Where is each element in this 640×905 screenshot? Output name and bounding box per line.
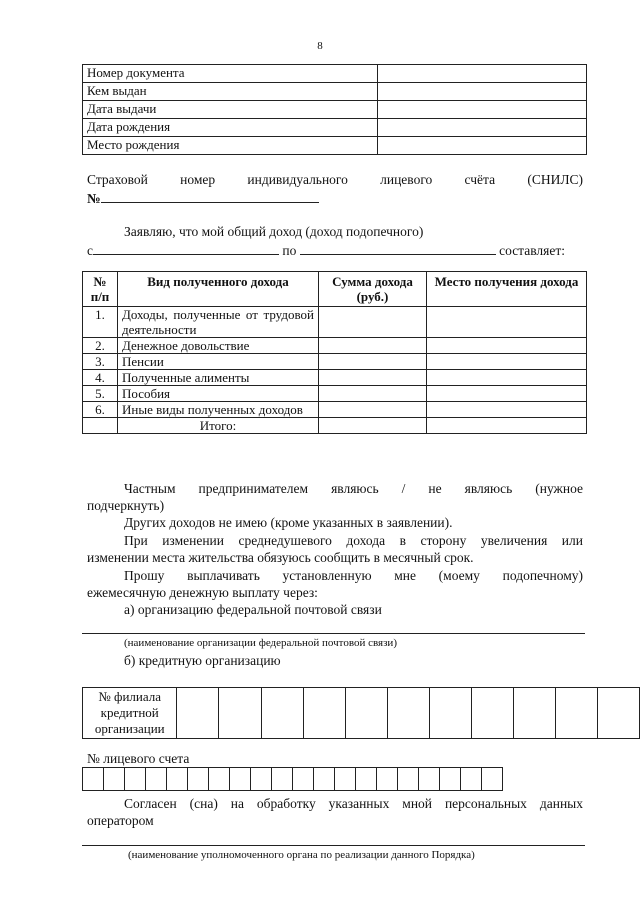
option-credit: б) кредитную организацию xyxy=(124,653,281,668)
income-row xyxy=(83,338,587,354)
identity-value-cell[interactable] xyxy=(378,101,587,119)
notify-statement-cont: изменении места жительства обязуюсь сообщить в месячный срок. xyxy=(87,550,474,565)
header-sum: Сумма дохода (руб.) xyxy=(319,272,427,307)
identity-table xyxy=(82,64,587,155)
row-kind: Иные виды полученных доходов xyxy=(118,402,319,418)
notify-statement: При изменении среднедушевого дохода в сторону увеличения или xyxy=(124,533,583,548)
branch-digit-cell[interactable] xyxy=(219,688,261,739)
row-sum-cell[interactable] xyxy=(319,370,427,386)
identity-row-issue-date xyxy=(83,101,587,119)
row-place-cell[interactable] xyxy=(427,386,587,402)
account-digit-cell[interactable] xyxy=(293,768,314,791)
row-num: 6. xyxy=(83,402,118,418)
account-digit-cell[interactable] xyxy=(440,768,461,791)
account-digit-cell[interactable] xyxy=(125,768,146,791)
row-num: 1. xyxy=(83,307,118,338)
snils-word: (СНИЛС) xyxy=(527,172,583,187)
identity-label: Кем выдан xyxy=(83,83,378,101)
branch-digit-cell[interactable] xyxy=(345,688,387,739)
branch-digit-cell[interactable] xyxy=(513,688,555,739)
row-sum-cell[interactable] xyxy=(319,307,427,338)
row-num: 2. xyxy=(83,338,118,354)
identity-label: Место рождения xyxy=(83,137,378,155)
row-kind: Денежное довольствие xyxy=(118,338,319,354)
page-number: 8 xyxy=(317,40,323,52)
identity-label: Дата выдачи xyxy=(83,101,378,119)
row-sum-cell[interactable] xyxy=(319,338,427,354)
row-place-cell[interactable] xyxy=(427,402,587,418)
option-postal: а) организацию федеральной почтовой связи xyxy=(124,602,382,617)
account-digit-cell[interactable] xyxy=(482,768,503,791)
identity-row-document-number xyxy=(83,65,587,83)
row-kind: Полученные алименты xyxy=(118,370,319,386)
row-kind: Доходы, полученные от трудовой деятельности xyxy=(118,307,319,338)
period-from-input[interactable] xyxy=(93,241,279,255)
row-num: 5. xyxy=(83,386,118,402)
row-sum-cell[interactable] xyxy=(319,402,427,418)
branch-digit-cell[interactable] xyxy=(387,688,429,739)
consent-statement: Согласен (сна) на обработку указанных мной персональных данных xyxy=(124,796,583,811)
period-to-input[interactable] xyxy=(300,241,496,255)
snils-number-field xyxy=(87,189,319,207)
snils-word: номер xyxy=(180,172,216,187)
consent-statement-cont: оператором xyxy=(87,813,154,828)
snils-number-input[interactable] xyxy=(101,189,319,203)
account-digit-cell[interactable] xyxy=(356,768,377,791)
snils-heading xyxy=(87,172,583,188)
income-period xyxy=(87,241,583,259)
postal-org-input[interactable] xyxy=(82,633,585,634)
bank-branch-table xyxy=(82,687,640,739)
income-row xyxy=(83,370,587,386)
row-num: 4. xyxy=(83,370,118,386)
identity-value-cell[interactable] xyxy=(378,65,587,83)
account-digit-cell[interactable] xyxy=(209,768,230,791)
branch-digit-cell[interactable] xyxy=(177,688,219,739)
identity-row-birth-place xyxy=(83,137,587,155)
account-digit-cell[interactable] xyxy=(167,768,188,791)
row-place-cell[interactable] xyxy=(427,338,587,354)
account-digit-cell[interactable] xyxy=(230,768,251,791)
branch-digit-cell[interactable] xyxy=(261,688,303,739)
identity-label: Номер документа xyxy=(83,65,378,83)
account-digit-cell[interactable] xyxy=(398,768,419,791)
income-total-row xyxy=(83,418,587,434)
income-table xyxy=(82,271,587,434)
branch-digit-cell[interactable] xyxy=(303,688,345,739)
period-to-label: по xyxy=(282,243,297,258)
total-place-cell[interactable] xyxy=(427,418,587,434)
header-num: № п/п xyxy=(83,272,118,307)
income-table-header xyxy=(83,272,587,307)
account-digit-cell[interactable] xyxy=(104,768,125,791)
account-digit-cell[interactable] xyxy=(377,768,398,791)
no-other-income: Других доходов не имею (кроме указанных в заявлении). xyxy=(124,515,453,530)
account-digit-cell[interactable] xyxy=(419,768,440,791)
header-place: Место получения дохода xyxy=(427,272,587,307)
income-row xyxy=(83,402,587,418)
authority-name-input[interactable] xyxy=(82,845,585,846)
identity-row-birth-date xyxy=(83,119,587,137)
snils-word: индивидуального xyxy=(247,172,348,187)
income-row xyxy=(83,386,587,402)
identity-label: Дата рождения xyxy=(83,119,378,137)
authority-caption: (наименование уполномоченного органа по реализации данного Порядка) xyxy=(128,849,475,861)
entrepreneur-statement: Частным предпринимателем являюсь / не являюсь (нужное xyxy=(124,481,583,496)
branch-digit-cell[interactable] xyxy=(597,688,639,739)
postal-org-caption: (наименование организации федеральной почтовой связи) xyxy=(124,637,397,649)
snils-word: Страховой xyxy=(87,172,148,187)
total-label: Итого: xyxy=(118,418,319,434)
row-kind: Пособия xyxy=(118,386,319,402)
income-intro: Заявляю, что мой общий доход (доход подопечного) xyxy=(124,224,424,239)
account-number-table xyxy=(82,767,503,791)
identity-value-cell[interactable] xyxy=(378,119,587,137)
payment-request-cont: ежемесячную денежную выплату через: xyxy=(87,585,318,600)
income-row xyxy=(83,354,587,370)
row-num: 3. xyxy=(83,354,118,370)
identity-value-cell[interactable] xyxy=(378,137,587,155)
header-kind: Вид полученного дохода xyxy=(118,272,319,307)
payment-request: Прошу выплачивать установленную мне (моему подопечному) xyxy=(124,568,583,583)
bank-branch-label: № филиала кредитной организации xyxy=(83,688,177,739)
account-digit-cell[interactable] xyxy=(272,768,293,791)
account-digit-cell[interactable] xyxy=(251,768,272,791)
total-sum-cell[interactable] xyxy=(319,418,427,434)
account-digit-cell[interactable] xyxy=(314,768,335,791)
entrepreneur-statement-cont: подчеркнуть) xyxy=(87,498,165,513)
account-digit-cell[interactable] xyxy=(83,768,104,791)
row-sum-cell[interactable] xyxy=(319,386,427,402)
row-place-cell[interactable] xyxy=(427,307,587,338)
account-digit-cell[interactable] xyxy=(188,768,209,791)
snils-word: лицевого xyxy=(380,172,433,187)
snils-number-label: № xyxy=(87,191,101,206)
branch-digit-cell[interactable] xyxy=(471,688,513,739)
snils-word: счёта xyxy=(464,172,496,187)
account-label: № лицевого счета xyxy=(87,751,190,766)
row-sum-cell[interactable] xyxy=(319,354,427,370)
period-from-label: с xyxy=(87,243,93,258)
period-makes-label: составляет: xyxy=(499,243,566,258)
account-digit-cell[interactable] xyxy=(146,768,167,791)
account-digit-cell[interactable] xyxy=(461,768,482,791)
row-place-cell[interactable] xyxy=(427,354,587,370)
identity-row-issued-by xyxy=(83,83,587,101)
row-place-cell[interactable] xyxy=(427,370,587,386)
row-kind: Пенсии xyxy=(118,354,319,370)
account-digit-cell[interactable] xyxy=(335,768,356,791)
identity-value-cell[interactable] xyxy=(378,83,587,101)
income-row xyxy=(83,307,587,338)
branch-digit-cell[interactable] xyxy=(429,688,471,739)
branch-digit-cell[interactable] xyxy=(555,688,597,739)
